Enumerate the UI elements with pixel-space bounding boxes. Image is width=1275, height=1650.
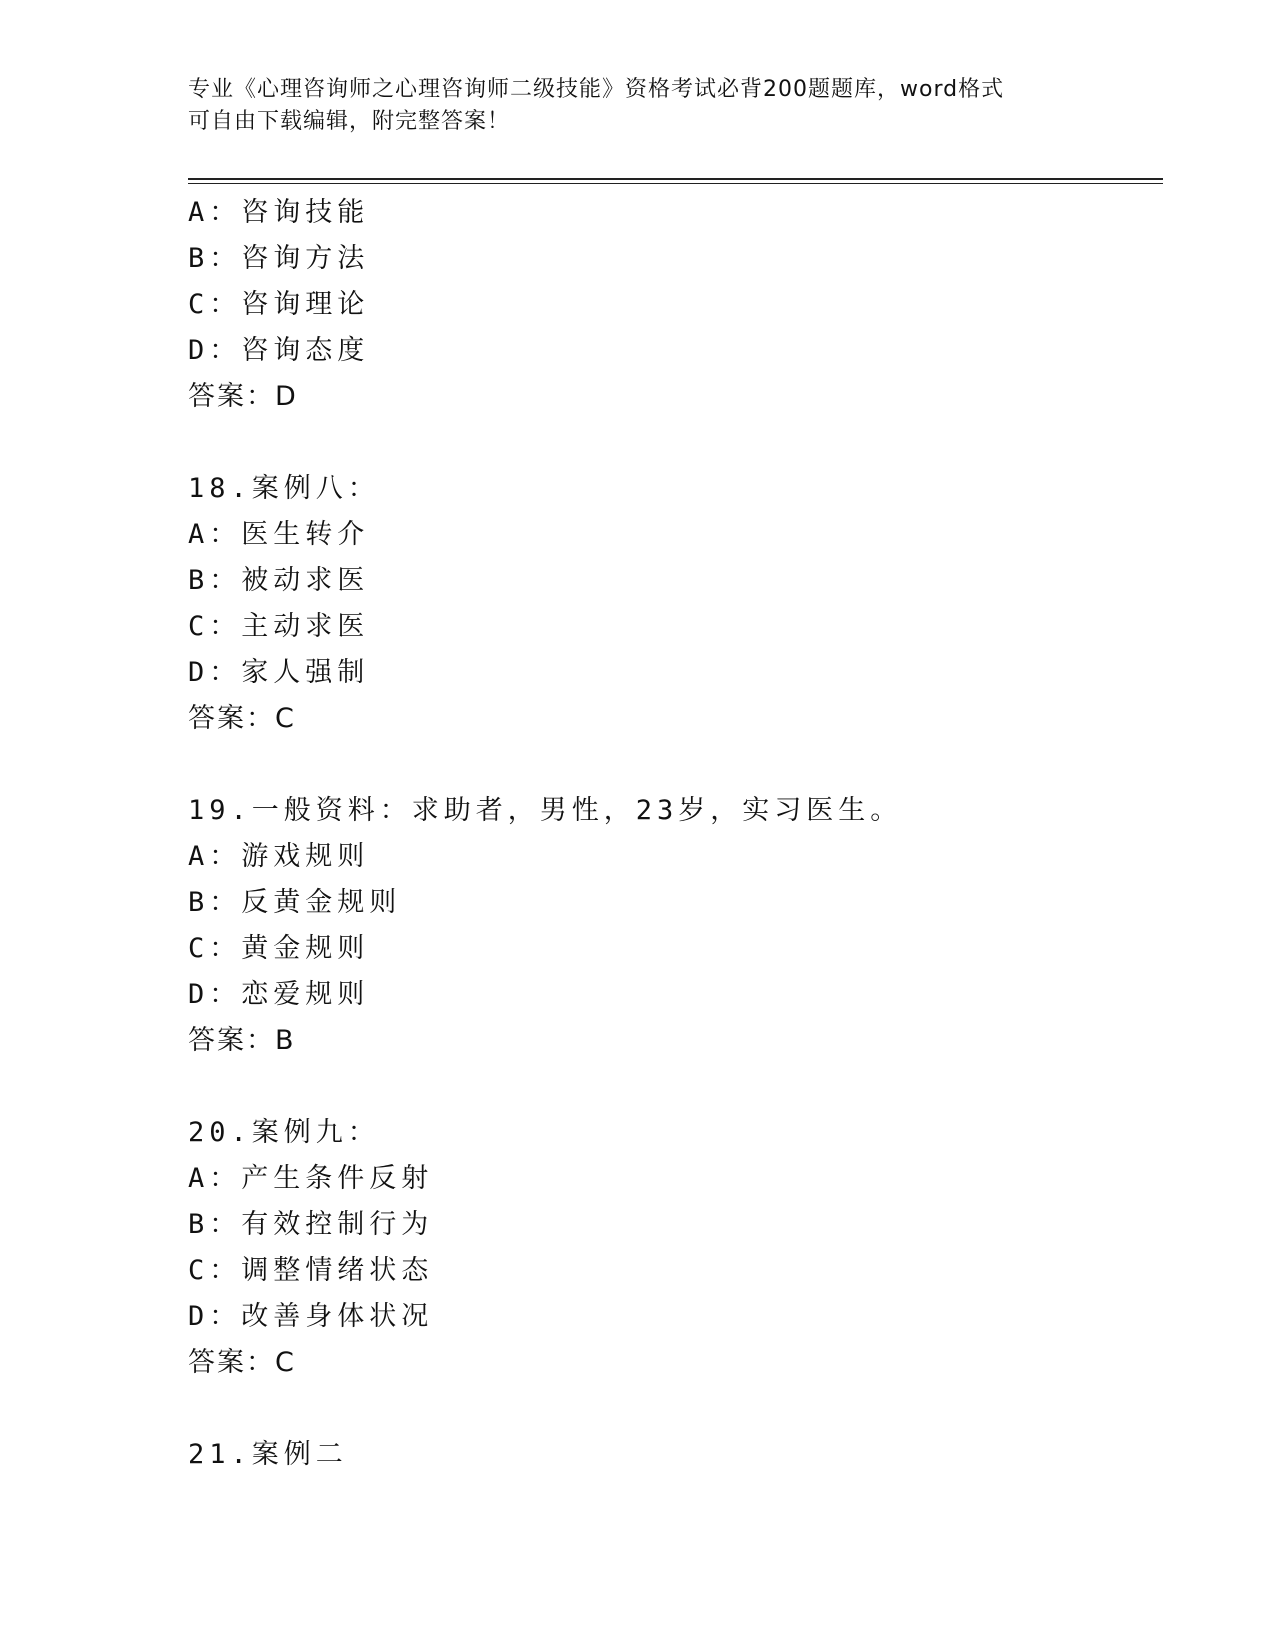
question-list xyxy=(188,190,1148,1478)
option-a: A：游戏规则 xyxy=(188,841,370,872)
option-d: D：家人强制 xyxy=(188,657,370,688)
answer: 答案：B xyxy=(188,1025,296,1056)
question-stem: 19.一般资料：求助者，男性，23岁，实习医生。 xyxy=(188,795,903,826)
option-d: D：咨询态度 xyxy=(188,335,370,366)
header-line-1: 专业《心理咨询师之心理咨询师二级技能》资格考试必背200题题库，word格式 xyxy=(188,77,1005,102)
option-a: A：产生条件反射 xyxy=(188,1163,434,1194)
option-b: B：咨询方法 xyxy=(188,243,370,274)
question-20 xyxy=(188,1110,1148,1386)
option-c: C：调整情绪状态 xyxy=(188,1255,434,1286)
question-17 xyxy=(188,190,1148,420)
question-19 xyxy=(188,788,1148,1064)
spacer xyxy=(188,1064,1148,1110)
header-line-2: 可自由下载编辑，附完整答案！ xyxy=(188,109,511,134)
option-b: B：有效控制行为 xyxy=(188,1209,434,1240)
answer: 答案：C xyxy=(188,1347,296,1378)
question-stem: 21.案例二 xyxy=(188,1439,348,1470)
option-c: C：黄金规则 xyxy=(188,933,370,964)
option-a: A：医生转介 xyxy=(188,519,370,550)
spacer xyxy=(188,742,1148,788)
question-18 xyxy=(188,466,1148,742)
document-header xyxy=(188,74,1088,138)
header-divider-thick xyxy=(188,178,1163,180)
header-divider-thin xyxy=(188,183,1163,184)
question-stem: 18.案例八： xyxy=(188,473,380,504)
answer: 答案：D xyxy=(188,381,298,412)
question-stem: 20.案例九： xyxy=(188,1117,380,1148)
option-b: B：反黄金规则 xyxy=(188,887,402,918)
question-21 xyxy=(188,1432,1148,1478)
spacer xyxy=(188,420,1148,466)
answer: 答案：C xyxy=(188,703,296,734)
option-c: C：主动求医 xyxy=(188,611,370,642)
option-b: B：被动求医 xyxy=(188,565,370,596)
option-d: D：改善身体状况 xyxy=(188,1301,434,1332)
option-d: D：恋爱规则 xyxy=(188,979,370,1010)
spacer xyxy=(188,1386,1148,1432)
option-a: A：咨询技能 xyxy=(188,197,370,228)
option-c: C：咨询理论 xyxy=(188,289,370,320)
